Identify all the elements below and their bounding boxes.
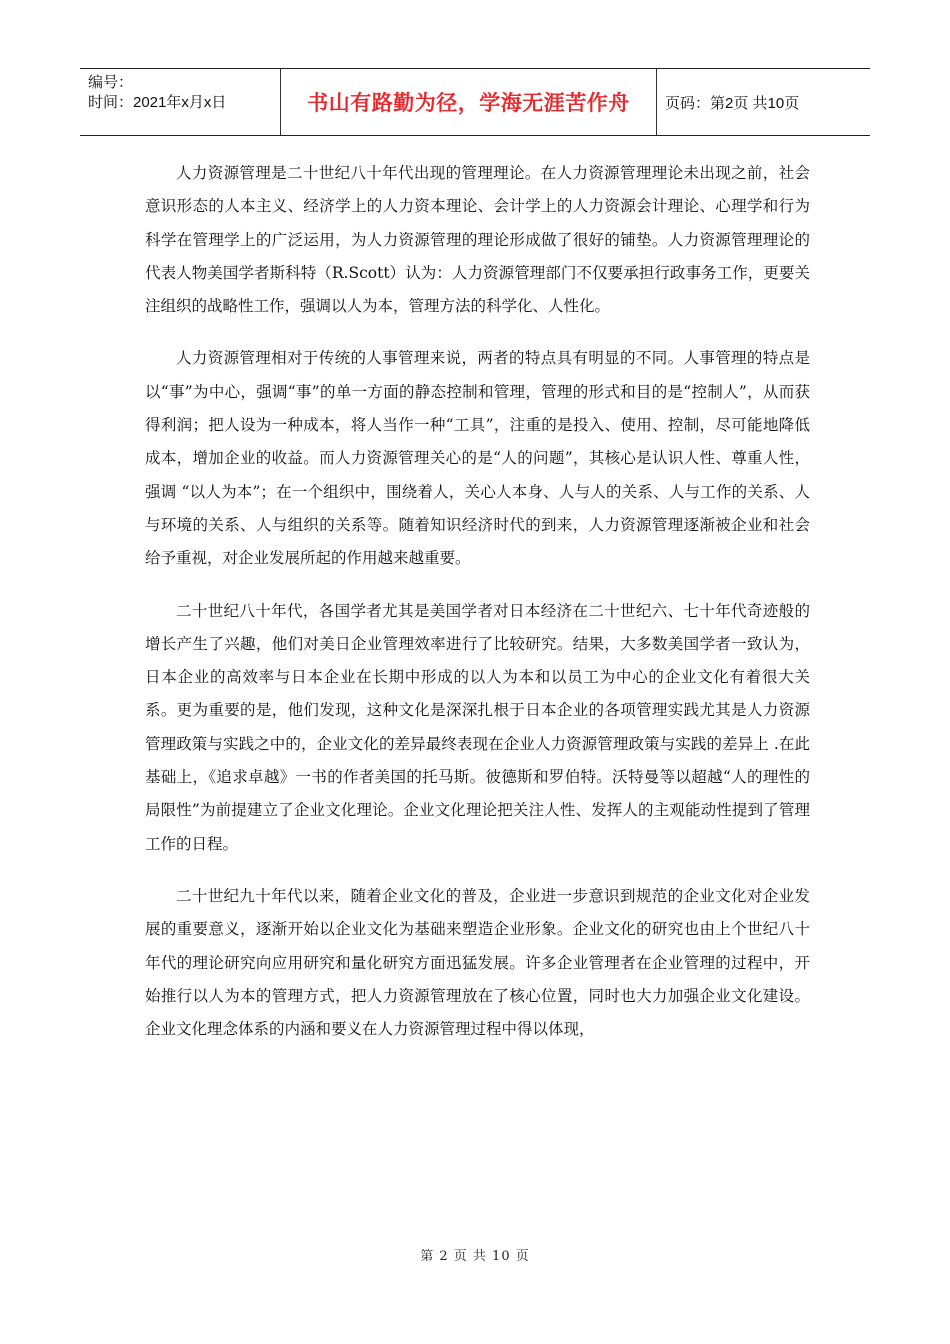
body-paragraph-2: 人力资源管理相对于传统的人事管理来说，两者的特点具有明显的不同。人事管理的特点是以“事”为中心，强调“事”的单一方面的静态控制和管理，管理的形式和目的是“控制人”，从而获得利润；把人设为一种成本，将人当作一种“工具”，注重的是投入、使用、控制，尽可能地降低成本，增加企业的收益。而人力资源管理关心的是“人的问题”，其核心是认识人性、尊重人性，强调 “以人为本”；在一个组织中，围绕着人，关心人本身、人与人的关系、人与工作的关系、人与环境的关系、人与组织的关系等。随着知识经济时代的到来，人力资源管理逐渐被企业和社会给予重视，对企业发展所起的作用越来越重要。 bbox=[145, 349, 810, 568]
document-number-label: 编号： bbox=[88, 74, 134, 91]
header-page-label: 页码：第2页 共10页 bbox=[665, 94, 800, 112]
document-header bbox=[80, 68, 870, 136]
header-meta-cell bbox=[80, 69, 281, 135]
header-page-cell bbox=[657, 69, 870, 135]
header-motto-cell bbox=[281, 69, 657, 135]
footer-page-number: 第 2 页 共 10 页 bbox=[420, 1249, 530, 1264]
document-time-label: 时间：2021年x月x日 bbox=[88, 94, 227, 111]
header-motto: 书山有路勤为径，学海无涯苦作舟 bbox=[307, 91, 630, 115]
body-paragraph-1: 人力资源管理是二十世纪八十年代出现的管理理论。在人力资源管理理论未出现之前，社会意识形态的人本主义、经济学上的人力资本理论、会计学上的人力资源会计理论、心理学和行为科学在管理学上的广泛运用，为人力资源管理的理论形成做了很好的铺垫。人力资源管理理论的代表人物美国学者斯科特（R.Scott）认为：人力资源管理部门不仅要承担行政事务工作，更要关注组织的战略性工作，强调以人为本，管理方法的科学化、人性化。 bbox=[145, 164, 810, 316]
body-paragraph-4: 二十世纪九十年代以来，随着企业文化的普及，企业进一步意识到规范的企业文化对企业发展的重要意义，逐渐开始以企业文化为基础来塑造企业形象。企业文化的研究也由上个世纪八十年代的理论研究向应用研究和量化研究方面迅猛发展。许多企业管理者在企业管理的过程中，开始推行以人为本的管理方式，把人力资源管理放在了核心位置，同时也大力加强企业文化建设。企业文化理念体系的内涵和要义在人力资源管理过程中得以体现， bbox=[145, 886, 810, 1039]
body-paragraph-3: 二十世纪八十年代，各国学者尤其是美国学者对日本经济在二十世纪六、七十年代奇迹般的增长产生了兴趣，他们对美日企业管理效率进行了比较研究。结果，大多数美国学者一致认为，日本企业的高效率与日本企业在长期中形成的以人为本和以员工为中心的企业文化有着很大关系。更为重要的是，他们发现，这种文化是深深扎根于日本企业的各项管理实践尤其是人力资源管理政策与实践之中的，企业文化的差异最终表现在企业人力资源管理政策与实践的差异上 .在此基础上，《追求卓越》一书的作者美国的托马斯。彼德斯和罗伯特。沃特曼等以超越“人的理性的局限性”为前提建立了企业文化理论。企业文化理论把关注人性、发挥人的主观能动性提到了管理工作的日程。 bbox=[145, 601, 810, 853]
page-footer bbox=[0, 1245, 950, 1264]
document-body bbox=[145, 157, 810, 1065]
